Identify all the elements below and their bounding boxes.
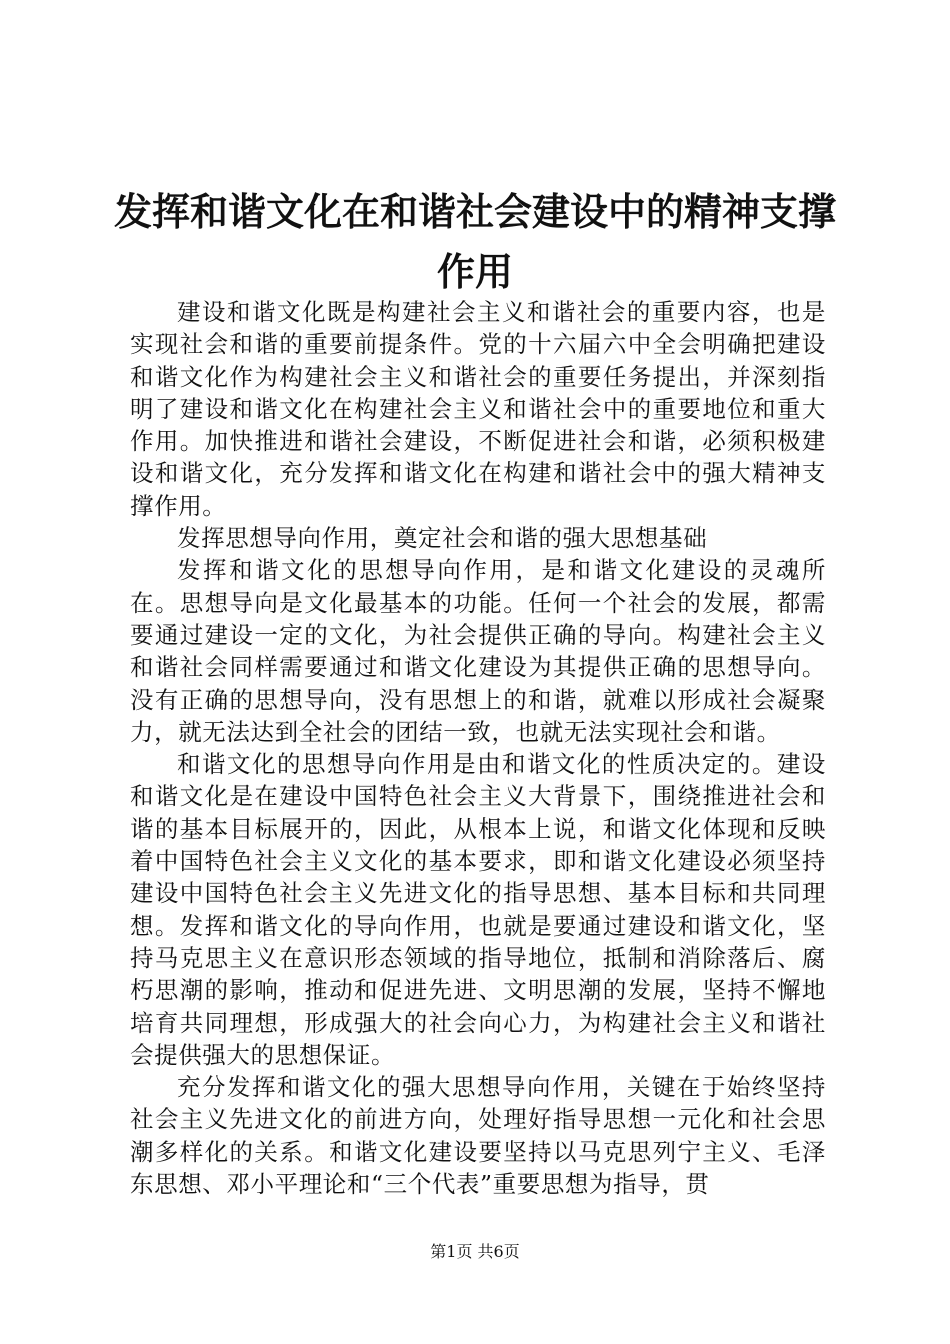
- section-heading: 发挥思想导向作用，奠定社会和谐的强大思想基础: [177, 524, 708, 553]
- paragraph-guidance: 发挥和谐文化的思想导向作用，是和谐文化建设的灵魂所在。思想导向是文化最基本的功能。任何一个社会的发展，都需要通过建设一定的文化，为社会提供正确的导向。构建社会主义和谐社会同样需要通过和谐文化建设为其提供正确的思想导向。没有正确的思想导向，没有思想上的和谐，就难以形成社会凝聚力，就无法达到全社会的团结一致，也就无法实现社会和谐。: [130, 556, 826, 746]
- document-body: [130, 296, 826, 1200]
- page-number-footer: 第1页 共6页: [430, 1242, 520, 1261]
- paragraph-nature: 和谐文化的思想导向作用是由和谐文化的性质决定的。建设和谐文化是在建设中国特色社会主义大背景下，围绕推进社会和谐的基本目标展开的，因此，从根本上说，和谐文化体现和反映着中国特色社会主义文化的基本要求，即和谐文化建设必须坚持建设中国特色社会主义先进文化的指导思想、基本目标和共同理想。发挥和谐文化的导向作用，也就是要通过建设和谐文化，坚持马克思主义在意识形态领域的指导地位，抵制和消除落后、腐朽思潮的影响，推动和促进先进、文明思潮的发展，坚持不懈地培育共同理想，形成强大的社会向心力，为构建社会主义和谐社会提供强大的思想保证。: [130, 750, 826, 1069]
- document-title: 发挥和谐文化在和谐社会建设中的精神支撑作用: [113, 190, 836, 294]
- paragraph-intro: 建设和谐文化既是构建社会主义和谐社会的重要内容，也是实现社会和谐的重要前提条件。党的十六届六中全会明确把建设和谐文化作为构建社会主义和谐社会的重要任务提出，并深刻指明了建设和谐文化在构建社会主义和谐社会中的重要地位和重大作用。加快推进和谐社会建设，不断促进社会和谐，必须积极建设和谐文化，充分发挥和谐文化在构建和谐社会中的强大精神支撑作用。: [130, 298, 826, 520]
- paragraph-key: 充分发挥和谐文化的强大思想导向作用，关键在于始终坚持社会主义先进文化的前进方向，处理好指导思想一元化和社会思潮多样化的关系。和谐文化建设要坚持以马克思列宁主义、毛泽东思想、邓小平理论和“三个代表”重要思想为指导，贯: [130, 1073, 826, 1199]
